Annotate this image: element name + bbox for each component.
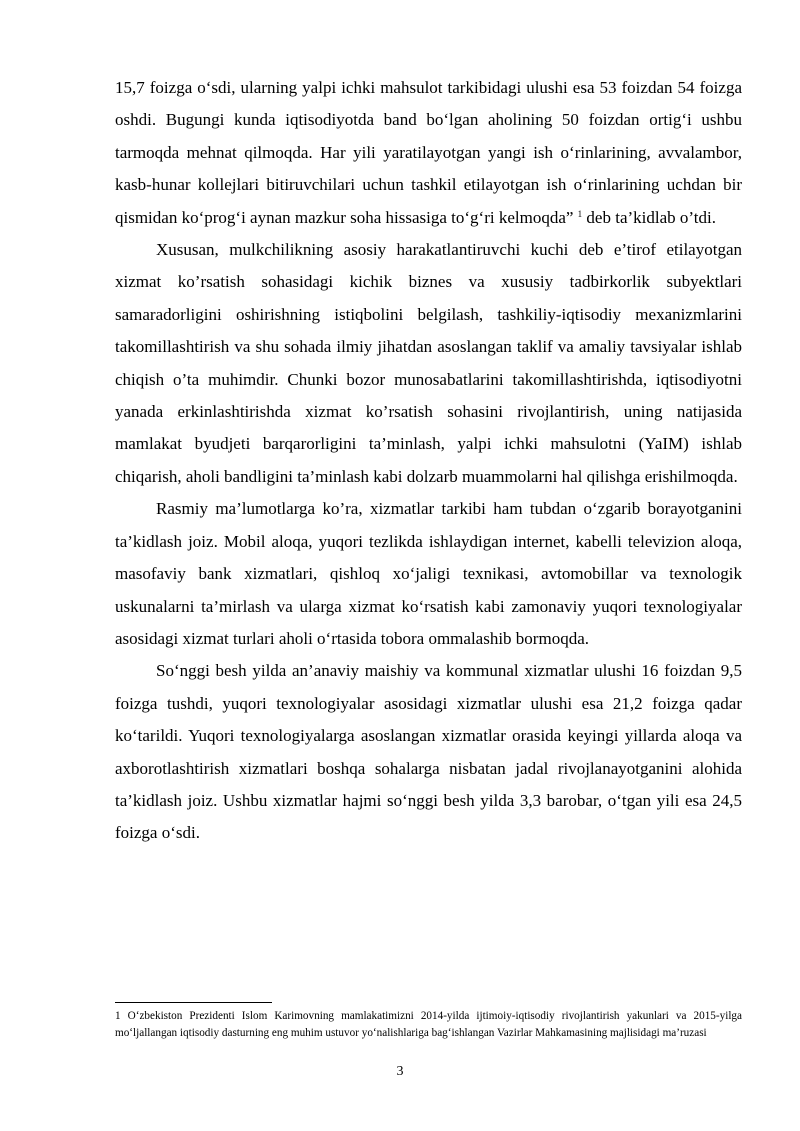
paragraph-2: Xususan, mulkchilikning asosiy harakatlantiruvchi kuchi deb e’tirof etilayotgan xizmat ko’rsatish sohasidagi kichik biznes va xususiy tadbirkorlik subyektlari samaradorligini oshirishning istiqbolini belgilash, tashkiliy-iqtisodiy mexanizmlarini takomillashtirish va shu sohada ilmiy jihatdan asoslangan taklif va amaliy tavsiyalar ishlab chiqish o’ta muhimdir. Chunki bozor munosabatlarini takomillashtirishda, iqtisodiyotni yanada erkinlashtirishda xizmat ko’rsatish sohasini rivojlantirish, uning natijasida mamlakat byudjeti barqarorligini ta’minlash, yalpi ichki mahsulotni (YaIM) ishlab chiqarish, aholi bandligini ta’minlash kabi dolzarb muammolarni hal qilishga erishilmoqda.: [115, 240, 742, 486]
page-number: 3: [396, 1064, 404, 1079]
footnote: 1 Oʻzbekiston Prezidenti Islom Karimovning mamlakatimizni 2014-yilda ijtimoiy-iqtisodiy rivojlantirish yakunlari va 2015-yilga moʻljallangan iqtisodiy dasturning eng muhim ustuvor yoʻnalishlariga bagʻishlangan Vazirlar Mahkamasining majlisidagi ma’ruzasi: [115, 1010, 742, 1039]
paragraph-1-text: 15,7 foizga oʻsdi, ularning yalpi ichki mahsulot tarkibidagi ulushi esa 53 foizdan 54 foizga oshdi. Bugungi kunda iqtisodiyotda band boʻlgan aholining 50 foizdan ortigʻi ushbu tarmoqda mehnat qilmoqda. Har yili yaratilayotgan yangi ish oʻrinlarining, avvalambor, kasb-hunar kollejlari bitiruvchilari uchun tashkil etilayotgan ish oʻrinlarining uchdan bir qismidan koʻprogʻi aynan mazkur soha hissasiga toʻgʻri kelmoqda”: [115, 78, 742, 227]
paragraph-4: Soʻnggi besh yilda an’anaviy maishiy va kommunal xizmatlar ulushi 16 foizdan 9,5 foizga tushdi, yuqori texnologiyalar asosidagi xizmatlar ulushi esa 21,2 foizga qadar koʻtarildi. Yuqori texnologiyalarga asoslangan xizmatlar orasida keyingi yillarda aloqa va axborotlashtirish xizmatlari boshqa sohalarga nisbatan jadal rivojlanayotganini alohida ta’kidlash joiz. Ushbu xizmatlar hajmi soʻnggi besh yilda 3,3 barobar, oʻtgan yili esa 24,5 foizga oʻsdi.: [115, 661, 742, 843]
paragraph-3: Rasmiy ma’lumotlarga ko’ra, xizmatlar tarkibi ham tubdan oʻzgarib borayotganini ta’kidlash joiz. Mobil aloqa, yuqori tezlikda ishlaydigan internet, kabelli televizion aloqa, masofaviy bank xizmatlari, qishloq xoʻjaligi texnikasi, avtomobillar va texnologik uskunalarni ta’mirlash va ularga xizmat koʻrsatish kabi zamonaviy yuqori texnologiyalar asosidagi xizmat turlari aholi oʻrtasida tobora ommalashib bormoqda.: [115, 499, 742, 648]
paragraph-1: [115, 72, 742, 234]
paragraph-1-tail: deb ta’kidlab o’tdi.: [582, 207, 716, 227]
footnote-separator: [115, 1002, 272, 1003]
body-text: [115, 72, 742, 850]
footnote-marker: 1: [577, 208, 583, 219]
